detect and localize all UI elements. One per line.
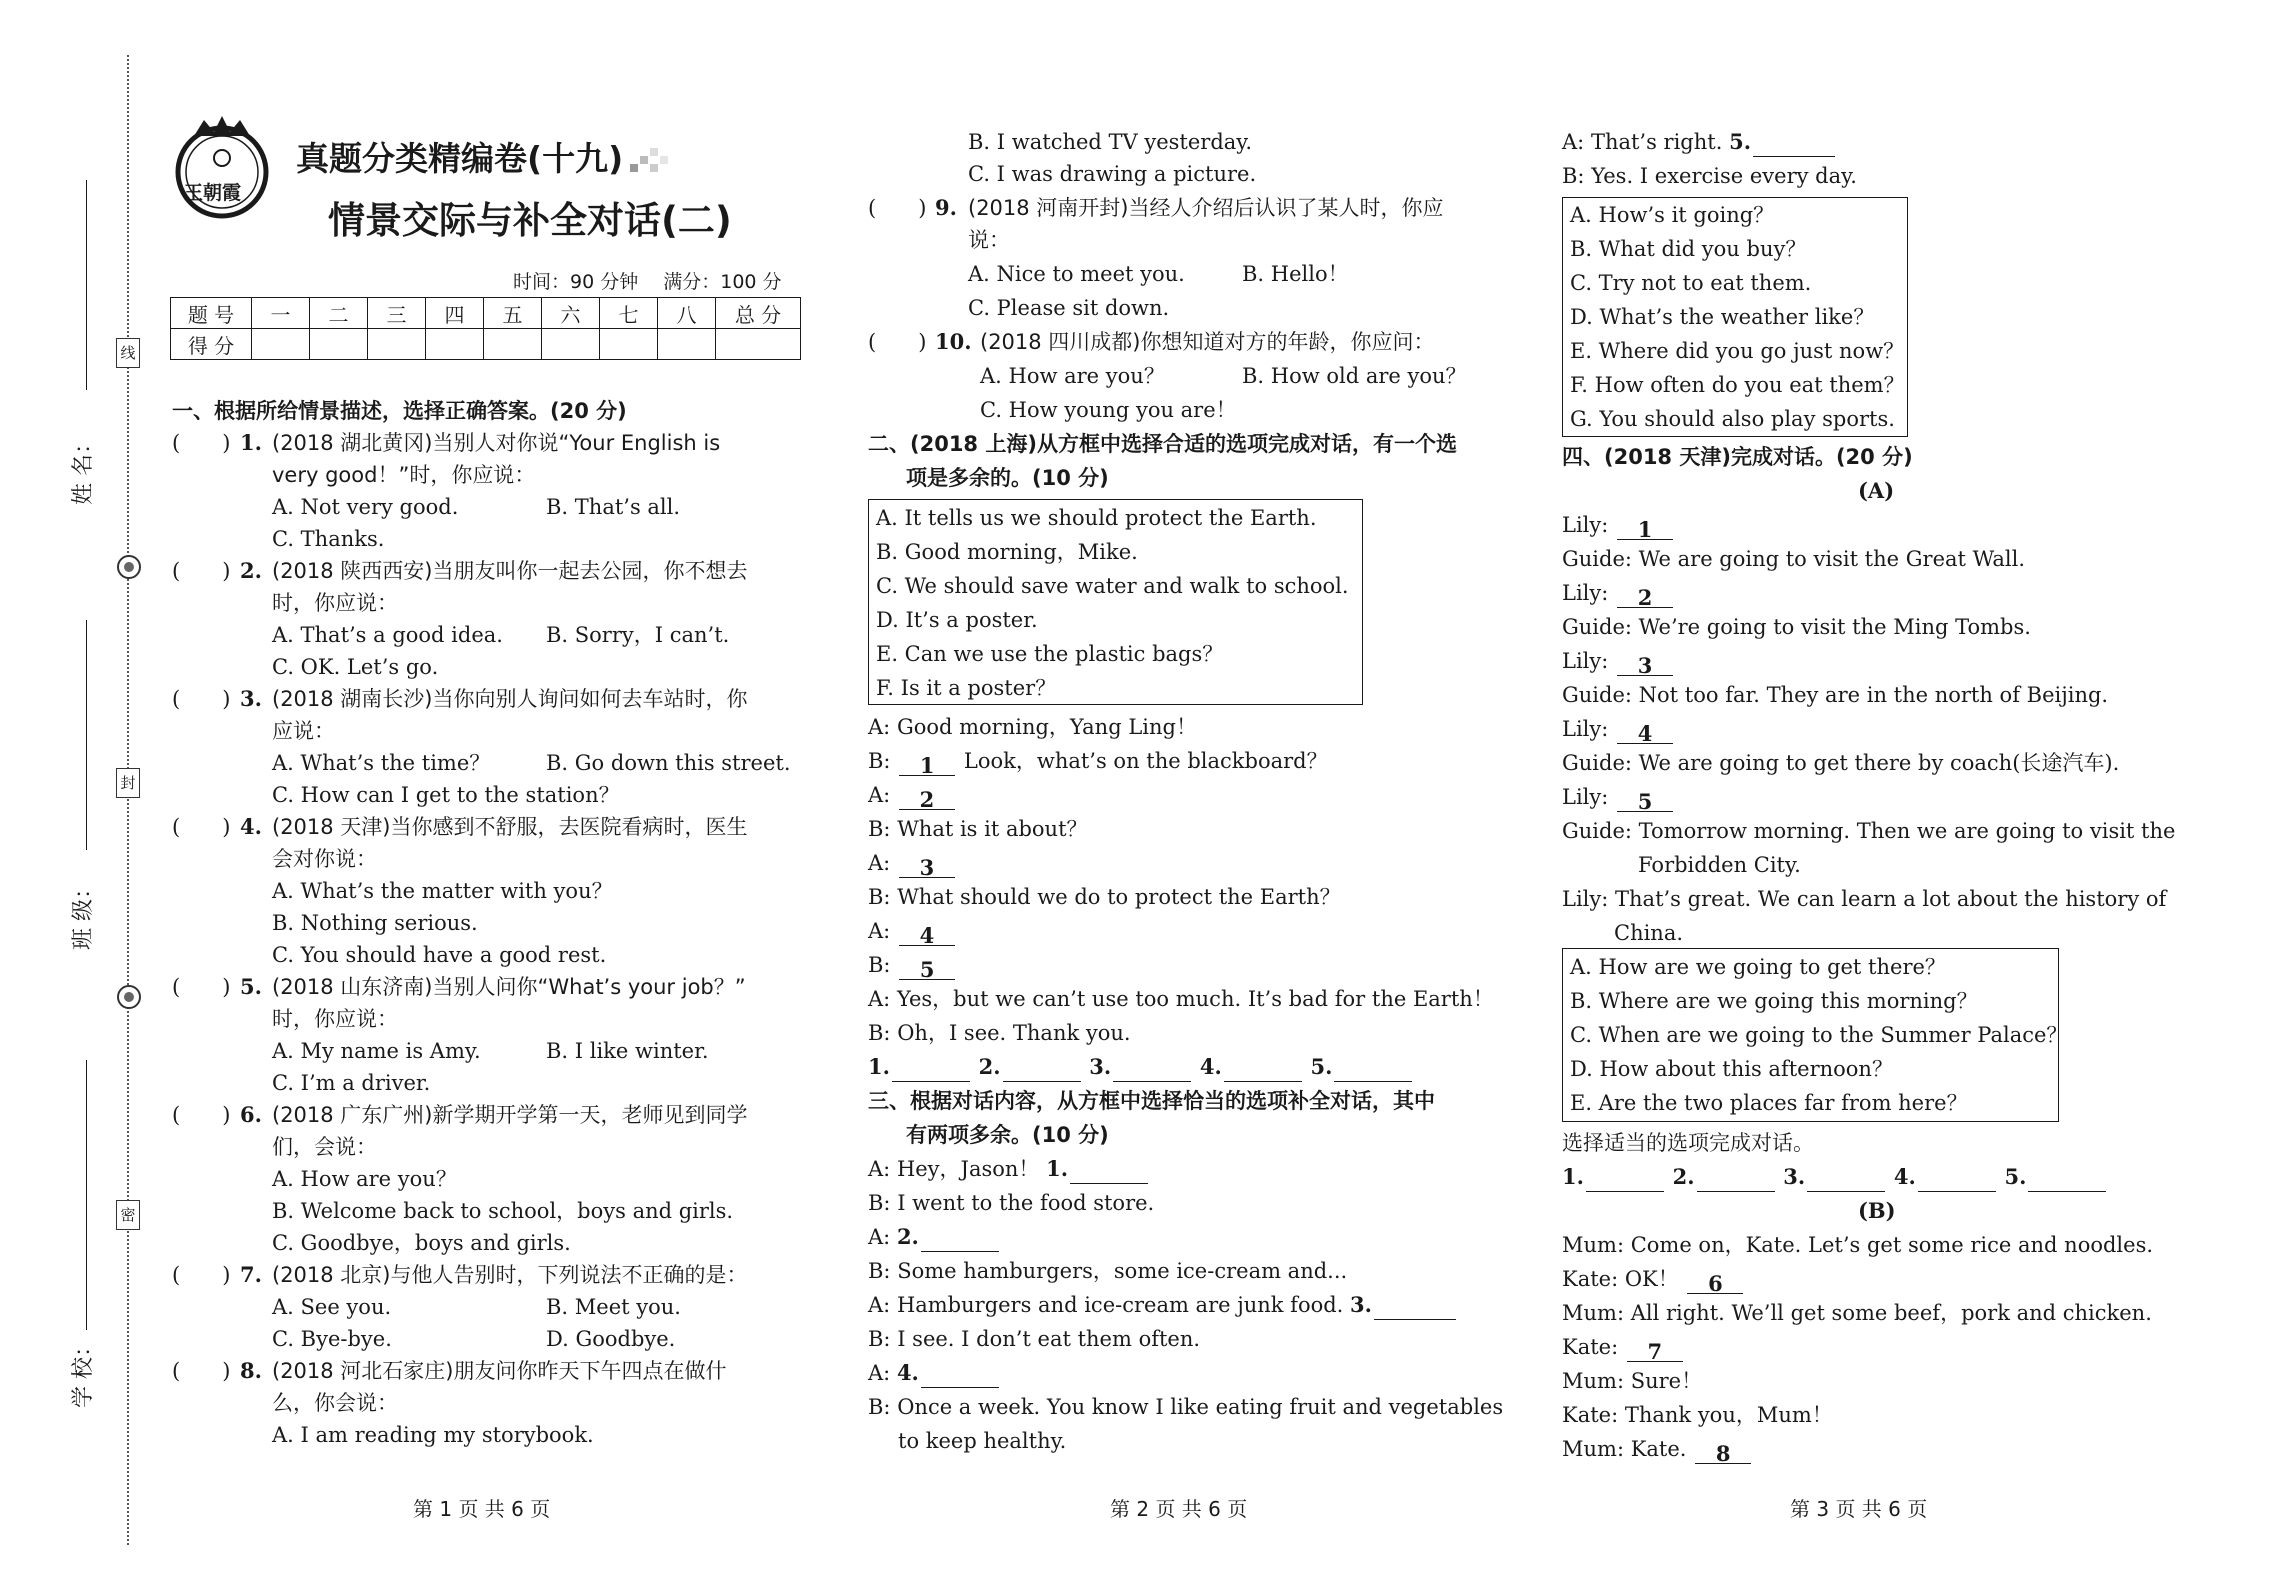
option-c[interactable]: C. Please sit down. (968, 296, 1170, 320)
answer-blank[interactable] (1697, 1167, 1775, 1192)
answer-blank[interactable] (1113, 1057, 1191, 1082)
question-stem: 时，你应说： (272, 591, 398, 615)
dialog-line: Kate: 7 (1562, 1332, 1685, 1362)
dialog-line: B: 1 Look，what’s on the blackboard？ (868, 749, 1328, 778)
question-stem: (2018 广东广州)新学期开学第一天，老师见到同学 (272, 1103, 748, 1127)
answer-blank[interactable]: 4 (1617, 719, 1673, 744)
dialog-line: B: I went to the food store. (868, 1191, 1155, 1215)
question-stem: 说： (968, 228, 1010, 252)
option-item[interactable]: C. When are we going to the Summer Palace？ (1570, 1023, 2068, 1047)
binding-mark-seal: 封 (116, 768, 140, 798)
dialog-line: Mum: Come on，Kate. Let’s get some rice and noodles. (1562, 1233, 2154, 1257)
option-b[interactable]: B. Welcome back to school，boys and girls. (272, 1199, 734, 1223)
option-c[interactable]: C. Thanks. (272, 527, 385, 551)
part-a-label: (A) (1858, 478, 1895, 503)
dialog-line: A: 2. (868, 1222, 1001, 1252)
answer-blank[interactable] (2028, 1167, 2106, 1192)
option-item[interactable]: F. How often do you eat them？ (1570, 373, 1905, 397)
question-stem: (2018 河北石家庄)朋友问你昨天下午四点在做什 (272, 1359, 727, 1383)
table-cell[interactable] (368, 329, 426, 360)
dialog-line: B: 5 (868, 950, 957, 980)
time-info: 时间：90 分钟 满分：100 分 (513, 271, 782, 293)
option-item[interactable]: G. You should also play sports. (1570, 407, 1895, 431)
answer-bracket[interactable]: ( ) (172, 1359, 231, 1383)
option-b[interactable]: B. I watched TV yesterday. (968, 130, 1253, 154)
question-number: 3. (240, 686, 262, 711)
answer-bracket[interactable]: ( ) (868, 330, 927, 354)
section-4-heading: 四、(2018 天津)完成对话。(20 分) (1562, 445, 1913, 469)
table-cell: 七 (600, 298, 658, 329)
option-item[interactable]: A. How are we going to get there？ (1570, 955, 1946, 979)
binding-mark-line: 线 (116, 338, 140, 368)
dialog-line: B: I see. I don’t eat them often. (868, 1327, 1201, 1351)
option-item[interactable]: D. It’s a poster. (876, 608, 1038, 632)
page-footer: 第 2 页 共 6 页 (1110, 1497, 1248, 1521)
answer-blank[interactable] (921, 1363, 999, 1388)
answer-blank[interactable]: 3 (899, 853, 955, 878)
table-cell: 一 (252, 298, 310, 329)
name-label: 姓 名： (71, 432, 96, 505)
option-b[interactable]: B. I like winter. (546, 1039, 709, 1063)
option-item[interactable]: E. Are the two places far from here？ (1570, 1091, 1968, 1115)
answer-blank[interactable]: 4 (899, 921, 955, 946)
dialog-line: China. (1614, 921, 1684, 945)
question-stem: very good！”时，你应说： (272, 463, 536, 487)
option-c[interactable]: C. How young you are！ (980, 398, 1237, 422)
school-underline (86, 1060, 87, 1330)
option-c[interactable]: C. I was drawing a picture. (968, 162, 1257, 186)
option-item[interactable]: C. We should save water and walk to school. (876, 574, 1349, 598)
option-d[interactable]: D. Goodbye. (546, 1327, 676, 1351)
question-stem: (2018 河南开封)当经人介绍后认识了某人时，你应 (968, 196, 1444, 220)
question-number: 6. (240, 1102, 262, 1127)
class-label: 班 级： (71, 877, 96, 950)
answer-blank[interactable] (1070, 1159, 1148, 1184)
dialog-line: A: Yes，but we can’t use too much. It’s bad for the Earth！ (868, 987, 1494, 1011)
option-item[interactable]: D. What’s the weather like？ (1570, 305, 1875, 329)
option-item[interactable]: A. How’s it going？ (1570, 203, 1775, 227)
dialog-line: A: 2 (868, 780, 957, 810)
option-a[interactable]: A. That’s a good idea. (272, 623, 503, 647)
table-cell[interactable] (600, 329, 658, 360)
series-title: 真题分类精编卷(十九) (296, 139, 624, 178)
question-number: 2. (240, 558, 262, 583)
main-title: 情景交际与补全对话(二) (328, 199, 732, 242)
option-c[interactable]: C. Goodbye，boys and girls. (272, 1231, 571, 1255)
question-stem: (2018 天津)当你感到不舒服，去医院看病时，医生 (272, 815, 748, 839)
table-cell[interactable] (252, 329, 310, 360)
score-table-header-row (171, 298, 801, 329)
table-cell[interactable] (426, 329, 484, 360)
answer-bracket[interactable]: ( ) (172, 559, 231, 583)
score-table (170, 297, 801, 360)
dialog-line: A: Hey，Jason！ 1. (868, 1154, 1150, 1184)
answer-bracket[interactable]: ( ) (172, 431, 231, 455)
page-footer: 第 1 页 共 6 页 (413, 1497, 551, 1521)
name-underline (86, 180, 87, 390)
answer-blank[interactable] (1807, 1167, 1885, 1192)
dialog-line: B: What is it about？ (868, 817, 1088, 841)
section-3-heading: 有两项多余。(10 分) (906, 1123, 1109, 1147)
question-stem: 应说： (272, 719, 335, 743)
question-stem: (2018 湖南长沙)当你向别人询问如何去车站时，你 (272, 687, 748, 711)
option-item[interactable]: E. Where did you go just now？ (1570, 339, 1905, 363)
answer-blank[interactable]: 2 (1617, 583, 1673, 608)
question-stem: (2018 北京)与他人告别时，下列说法不正确的是： (272, 1263, 748, 1287)
answer-blank[interactable] (1586, 1167, 1664, 1192)
instruction-text: 选择适当的选项完成对话。 (1562, 1131, 1814, 1155)
table-cell: 二 (310, 298, 368, 329)
table-cell[interactable] (716, 329, 801, 360)
option-b[interactable]: B. Meet you. (546, 1295, 681, 1319)
option-item[interactable]: B. What did you buy？ (1570, 237, 1807, 261)
dialog-line: A: 4 (868, 916, 957, 946)
option-a[interactable]: A. Not very good. (272, 495, 459, 519)
dialog-line: Guide: We are going to get there by coach(长途汽车). (1562, 751, 2120, 775)
option-a[interactable]: A. Nice to meet you. (968, 262, 1185, 286)
dialog-line: Forbidden City. (1638, 853, 1801, 877)
question-number: 7. (240, 1262, 262, 1287)
question-stem: 时，你应说： (272, 1007, 398, 1031)
option-b[interactable]: B. That’s all. (546, 495, 681, 519)
dialog-line: B: Yes. I exercise every day. (1562, 164, 1857, 188)
answer-bracket[interactable]: ( ) (172, 975, 231, 999)
option-c[interactable]: C. Bye-bye. (272, 1327, 392, 1351)
option-c[interactable]: C. You should have a good rest. (272, 943, 607, 967)
option-a[interactable]: A. See you. (272, 1295, 392, 1319)
table-cell[interactable] (484, 329, 542, 360)
option-item[interactable]: A. It tells us we should protect the Earth. (876, 506, 1317, 530)
dialog-line: Lily: 1 (1562, 510, 1675, 540)
answer-blank[interactable] (892, 1057, 970, 1082)
answer-blank[interactable]: 5 (899, 955, 955, 980)
table-cell[interactable] (542, 329, 600, 360)
answer-row: 1. 2. 3. 4. 5. (1562, 1162, 2108, 1192)
section-3-heading: 三、根据对话内容，从方框中选择恰当的选项补全对话，其中 (868, 1089, 1435, 1113)
section-2-heading: 项是多余的。(10 分) (906, 466, 1109, 490)
table-cell: 题 号 (171, 298, 252, 329)
table-cell: 八 (658, 298, 716, 329)
option-b[interactable]: B. Go down this street. (546, 751, 791, 775)
answer-bracket[interactable]: ( ) (172, 1103, 231, 1127)
dialog-line: A: 4. (868, 1358, 1001, 1388)
dialog-line: Mum: Sure！ (1562, 1369, 1703, 1393)
answer-blank[interactable]: 7 (1627, 1337, 1683, 1362)
question-number: 10. (935, 329, 972, 354)
dialog-line: Guide: Tomorrow morning. Then we are going to visit the (1562, 819, 2176, 843)
section-2-heading: 二、(2018 上海)从方框中选择合适的选项完成对话，有一个选 (868, 432, 1457, 456)
dialog-line: Lily: That’s great. We can learn a lot about the history of (1562, 887, 2167, 911)
table-cell: 五 (484, 298, 542, 329)
dialog-line: B: What should we do to protect the Earth？ (868, 885, 1341, 909)
option-c[interactable]: C. OK. Let’s go. (272, 655, 439, 679)
option-a[interactable]: A. What’s the matter with you？ (272, 879, 613, 903)
question-stem: 么，你会说： (272, 1391, 398, 1415)
dialog-line: Guide: We are going to visit the Great Wall. (1562, 547, 2026, 571)
question-number: 5. (240, 974, 262, 999)
dialog-line: Lily: 5 (1562, 782, 1675, 812)
question-stem: 们，会说： (272, 1135, 377, 1159)
dialog-line: B: Some hamburgers，some ice-cream and... (868, 1259, 1348, 1283)
option-a[interactable]: A. I am reading my storybook. (272, 1423, 594, 1447)
dialog-line: to keep healthy. (898, 1429, 1067, 1453)
option-item[interactable]: D. How about this afternoon？ (1570, 1057, 1893, 1081)
table-cell: 六 (542, 298, 600, 329)
dialog-line: Mum: All right. We’ll get some beef，pork and chicken. (1562, 1301, 2152, 1325)
option-a[interactable]: A. My name is Amy. (272, 1039, 481, 1063)
answer-blank[interactable]: 8 (1695, 1439, 1751, 1464)
option-item[interactable]: C. Try not to eat them. (1570, 271, 1812, 295)
table-cell: 三 (368, 298, 426, 329)
question-stem: (2018 湖北黄冈)当别人对你说“Your English is (272, 431, 721, 455)
table-cell: 总 分 (716, 298, 801, 329)
dialog-line: Lily: 2 (1562, 578, 1675, 608)
question-number: 1. (240, 430, 262, 455)
logo-text: 王朝霞 (184, 182, 242, 204)
score-table-score-row (171, 329, 801, 360)
class-underline (86, 620, 87, 850)
dialog-line: Lily: 3 (1562, 646, 1675, 676)
option-b[interactable]: B. Hello！ (1242, 262, 1349, 286)
question-stem: 会对你说： (272, 847, 377, 871)
answer-blank[interactable] (1003, 1057, 1081, 1082)
question-number: 9. (935, 195, 957, 220)
table-cell: 四 (426, 298, 484, 329)
answer-bracket[interactable]: ( ) (172, 1263, 231, 1287)
page-footer: 第 3 页 共 6 页 (1790, 1497, 1928, 1521)
option-item[interactable]: F. Is it a poster？ (876, 676, 1057, 700)
part-b-label: (B) (1858, 1198, 1896, 1223)
question-number: 8. (240, 1358, 262, 1383)
dialog-line: Lily: 4 (1562, 714, 1675, 744)
option-item[interactable]: B. Good morning，Mike. (876, 540, 1138, 564)
answer-blank[interactable]: 2 (899, 785, 955, 810)
table-cell[interactable] (310, 329, 368, 360)
dialog-line: B: Once a week. You know I like eating fruit and vegetables (868, 1395, 1504, 1419)
publisher-logo-icon (172, 112, 272, 224)
answer-blank[interactable]: 6 (1687, 1269, 1743, 1294)
answer-bracket[interactable]: ( ) (868, 196, 927, 220)
answer-blank[interactable]: 1 (1617, 515, 1673, 540)
dialog-line: A: That’s right. 5. (1562, 127, 1837, 157)
answer-blank[interactable]: 1 (899, 751, 955, 776)
option-a[interactable]: A. How are you？ (272, 1167, 457, 1191)
answer-blank[interactable] (1224, 1057, 1302, 1082)
option-b[interactable]: B. How old are you？ (1242, 364, 1467, 388)
dialog-line: Guide: We’re going to visit the Ming Tombs. (1562, 615, 2031, 639)
answer-blank[interactable] (1334, 1057, 1412, 1082)
option-b[interactable]: B. Nothing serious. (272, 911, 478, 935)
option-c[interactable]: C. I’m a driver. (272, 1071, 431, 1095)
question-stem: (2018 山东济南)当别人问你“What’s your job？” (272, 975, 746, 999)
answer-blank[interactable] (1753, 132, 1835, 157)
dialog-line: Mum: Kate. 8 (1562, 1434, 1753, 1464)
answer-blank[interactable] (1374, 1295, 1456, 1320)
option-b[interactable]: B. Sorry，I can’t. (546, 623, 730, 647)
answer-bracket[interactable]: ( ) (172, 687, 231, 711)
binding-dotted-line (127, 55, 129, 1545)
table-cell: 得 分 (171, 329, 252, 360)
question-stem: (2018 四川成都)你想知道对方的年龄，你应问： (980, 330, 1435, 354)
binding-hole-icon (117, 985, 141, 1009)
section-1-heading: 一、根据所给情景描述，选择正确答案。(20 分) (172, 399, 627, 423)
answer-bracket[interactable]: ( ) (172, 815, 231, 839)
decorative-pixels-icon (630, 148, 670, 178)
dialog-line: Kate: OK！ 6 (1562, 1264, 1745, 1294)
answer-blank[interactable] (921, 1227, 999, 1252)
option-a[interactable]: A. What’s the time？ (272, 751, 491, 775)
binding-hole-icon (117, 555, 141, 579)
option-item[interactable]: B. Where are we going this morning？ (1570, 989, 1978, 1013)
option-item[interactable]: E. Can we use the plastic bags？ (876, 642, 1224, 666)
dialog-line: A: Good morning，Yang Ling！ (868, 715, 1197, 739)
school-label: 学 校： (71, 1335, 96, 1408)
question-stem: (2018 陕西西安)当朋友叫你一起去公园，你不想去 (272, 559, 748, 583)
binding-mark-close: 密 (116, 1200, 140, 1230)
option-a[interactable]: A. How are you？ (980, 364, 1165, 388)
option-c[interactable]: C. How can I get to the station？ (272, 783, 620, 807)
answer-blank[interactable]: 3 (1617, 651, 1673, 676)
answer-blank[interactable] (1918, 1167, 1996, 1192)
question-number: 4. (240, 814, 262, 839)
dialog-line: Guide: Not too far. They are in the north of Beijing. (1562, 683, 2109, 707)
answer-row: 1. 2. 3. 4. 5. (868, 1052, 1414, 1082)
table-cell[interactable] (658, 329, 716, 360)
dialog-line: B: Oh，I see. Thank you. (868, 1021, 1131, 1045)
dialog-line: A: 3 (868, 848, 957, 878)
answer-blank[interactable]: 5 (1617, 787, 1673, 812)
dialog-line: Kate: Thank you，Mum！ (1562, 1403, 1833, 1427)
dialog-line: A: Hamburgers and ice-cream are junk food. 3. (868, 1290, 1458, 1320)
